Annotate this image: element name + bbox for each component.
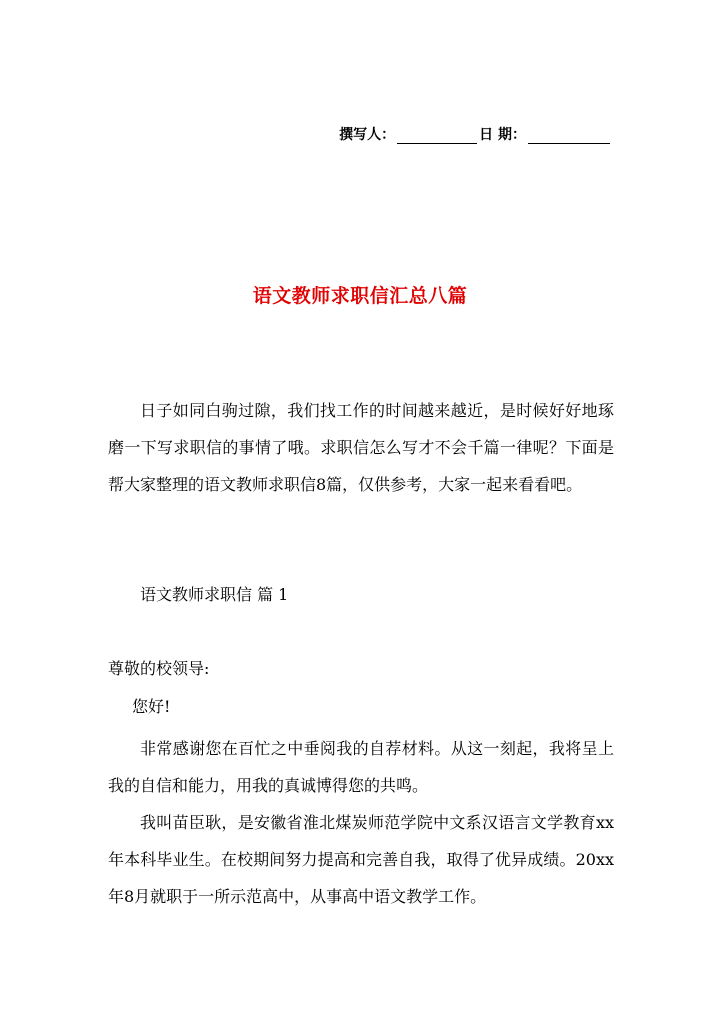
letter-paragraph: 我叫苗臣耿，是安徽省淮北煤炭师范学院中文系汉语言文学教育xx年本科毕业生。在校期间努力提高和完善自我，取得了优异成绩。20xx年8月就职于一所示范高中，从事高中语文教学工作。 [108, 813, 614, 906]
author-label: 撰写人： [339, 127, 396, 143]
document-header [339, 124, 612, 144]
letter-salutation: 尊敬的校领导: [108, 659, 210, 678]
intro-paragraph: 日子如同白驹过隙，我们找工作的时间越来越近，是时候好好地琢磨一下写求职信的事情了哦。求职信怎么写才不会千篇一律呢？下面是帮大家整理的语文教师求职信8篇，仅供参考，大家一起来看看吧。 [108, 401, 614, 494]
date-label: 日 期： [479, 127, 526, 143]
letter-paragraph: 非常感谢您在百忙之中垂阅我的自荐材料。从这一刻起，我将呈上我的自信和能力，用我的真诚博得您的共鸣。 [108, 739, 614, 795]
author-blank-line [397, 129, 477, 144]
date-blank-line [528, 129, 610, 144]
letter-greeting: 您好! [132, 697, 171, 716]
section-heading: 语文教师求职信 篇 1 [140, 585, 289, 604]
document-title: 语文教师求职信汇总八篇 [252, 285, 468, 307]
